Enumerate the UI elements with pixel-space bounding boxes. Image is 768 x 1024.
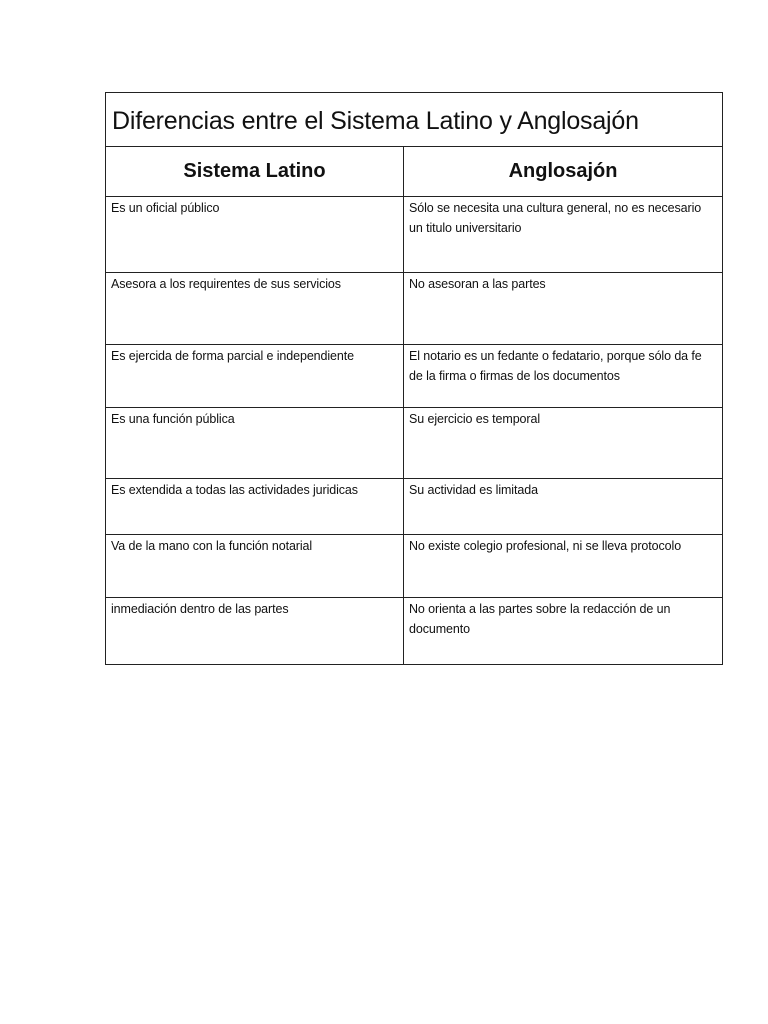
title-row <box>106 93 723 147</box>
cell-latino: Es un oficial público <box>106 197 404 273</box>
cell-anglosajon: No existe colegio profesional, ni se lleva protocolo <box>404 535 723 598</box>
cell-anglosajon: El notario es un fedante o fedatario, porque sólo da fe de la firma o firmas de los documentos <box>404 345 723 408</box>
cell-latino: Va de la mano con la función notarial <box>106 535 404 598</box>
cell-latino: Es extendida a todas las actividades juridicas <box>106 479 404 535</box>
table-row <box>106 408 723 479</box>
cell-anglosajon: Su ejercicio es temporal <box>404 408 723 479</box>
table-row <box>106 273 723 345</box>
comparison-table <box>105 92 723 665</box>
cell-latino: Asesora a los requirentes de sus servicios <box>106 273 404 345</box>
cell-anglosajon: Su actividad es limitada <box>404 479 723 535</box>
table-row <box>106 479 723 535</box>
table-row <box>106 345 723 408</box>
table-row <box>106 598 723 665</box>
header-sistema-latino: Sistema Latino <box>106 147 404 197</box>
cell-anglosajon: No asesoran a las partes <box>404 273 723 345</box>
table-row <box>106 535 723 598</box>
cell-anglosajon: No orienta a las partes sobre la redacción de un documento <box>404 598 723 665</box>
table-row <box>106 197 723 273</box>
cell-latino: Es ejercida de forma parcial e independiente <box>106 345 404 408</box>
header-row <box>106 147 723 197</box>
table-title: Diferencias entre el Sistema Latino y Anglosajón <box>106 93 723 147</box>
cell-anglosajon: Sólo se necesita una cultura general, no es necesario un titulo universitario <box>404 197 723 273</box>
header-anglosajon: Anglosajón <box>404 147 723 197</box>
cell-latino: Es una función pública <box>106 408 404 479</box>
cell-latino: inmediación dentro de las partes <box>106 598 404 665</box>
